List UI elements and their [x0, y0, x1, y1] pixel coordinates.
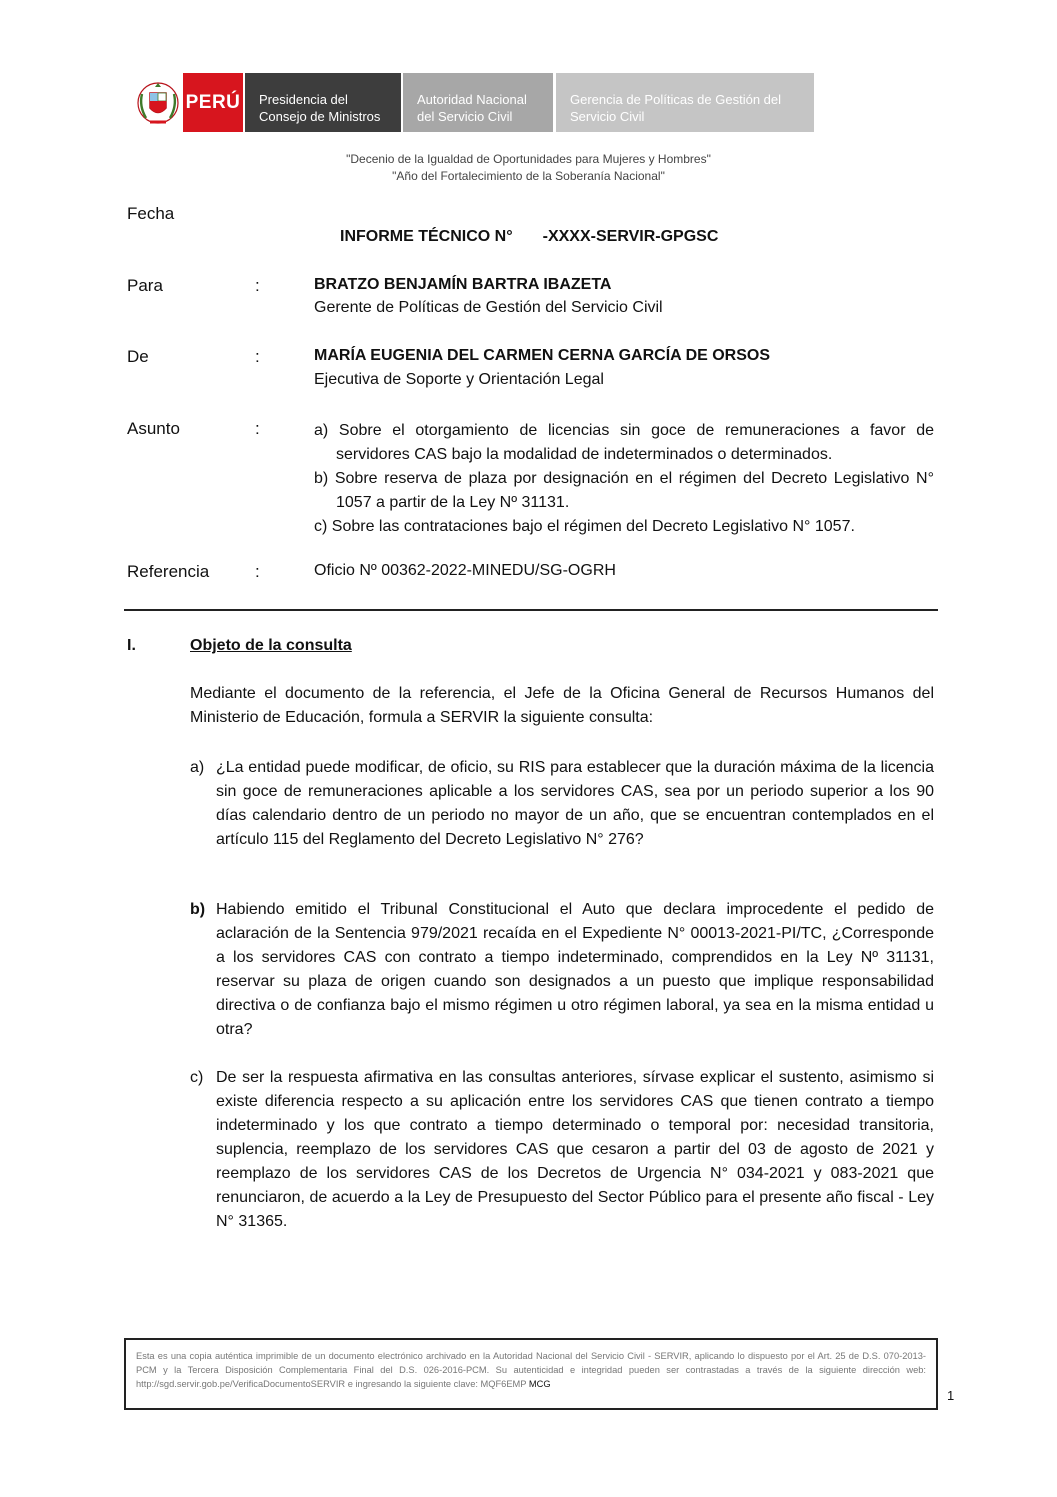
motto-line-1: "Decenio de la Igualdad de Oportunidades para Mujeres y Hombres": [346, 152, 711, 166]
report-title-right: -XXXX-SERVIR-GPGSC: [542, 228, 719, 245]
report-title: [340, 228, 718, 246]
header-box-presidencia: [245, 73, 401, 132]
de-colon: :: [255, 347, 260, 366]
peru-coat-of-arms-icon: [133, 73, 183, 132]
page-number: 1: [947, 1388, 955, 1403]
header-box-servir: [403, 73, 553, 132]
question-b-text: Habiendo emitido el Tribunal Constitucional el Auto que declara improcedente el pedido de aclaración de la Sentencia 979/2021 recaída en el Expediente N° 00013-2021-PI/TC, ¿Corresponde a los servidores CAS con contrato a tiempo indeterminado, comprendidos en la Ley Nº 31131, reservar su plaza de origen cuando son designados a un puesto que implique responsabilidad directiva o de confianza bajo el mismo régimen u otro régimen laboral, ya sea en la misma entidad u otra?: [216, 901, 934, 1038]
question-c: [190, 1066, 934, 1234]
question-c-text: De ser la respuesta afirmativa en las consultas anteriores, sírvase explicar el sustento, asimismo si existe diferencia respecto a su aplicación entre los servidores CAS que tienen contrato a tiempo indeterminado y los que contrato a tiempo determinado o temporal por: necesidad transitoria, suplencia, reemplazo de los servidores CAS que cesaron a partir del 03 de agosto de 2021 y reemplazo de los servidores CAS de los Decretos de Urgencia N° 034-2021 y 083-2021 que renunciaron, de acuerdo a la Ley de Presupuesto del Sector Público para el presente año fiscal - Ley N° 31365.: [216, 1069, 934, 1230]
para-role: Gerente de Políticas de Gestión del Servicio Civil: [314, 299, 663, 316]
de-role: Ejecutiva de Soporte y Orientación Legal: [314, 371, 604, 388]
referencia-colon: :: [255, 562, 260, 581]
question-b-letter: b): [190, 901, 206, 918]
asunto-list: [314, 419, 934, 539]
asunto-item-a: a) Sobre el otorgamiento de licencias sin goce de remuneraciones a favor de servidores CAS bajo la modalidad de indeterminados o determinados.: [314, 422, 934, 463]
motto-line-2: "Año del Fortalecimiento de la Soberanía Nacional": [392, 169, 665, 183]
header-box-servir-line2: del Servicio Civil: [417, 109, 513, 124]
section-title: Objeto de la consulta: [190, 637, 352, 654]
header-box-gerencia-line1: Gerencia de Políticas de Gestión del: [570, 92, 782, 107]
referencia-label: Referencia: [127, 562, 210, 581]
de-name: MARÍA EUGENIA DEL CARMEN CERNA GARCÍA DE ORSOS: [314, 347, 771, 364]
institution-header: [133, 73, 814, 132]
header-divider: [124, 609, 938, 611]
header-box-gerencia: [556, 73, 814, 132]
authenticity-footer-body: Esta es una copia auténtica imprimible de un documento electrónico archivado en la Autoridad Nacional del Servicio Civil - SERVIR, aplicando lo dispuesto por el Art. 25 de D.S. 070-2013-PCM y la Tercera Disposición Complementaria Final del D.S. 026-2016-PCM. Su autenticidad e integridad pueden ser contrastadas a través de la siguiente dirección web: http://sgd.servir.gob.pe/VerificaDocumentoSERVIR e ingresando la siguiente clave: MQF6EMP: [136, 1351, 926, 1389]
fecha-label: Fecha: [127, 204, 175, 223]
para-name: BRATZO BENJAMÍN BARTRA IBAZETA: [314, 276, 612, 293]
de-label: De: [127, 347, 149, 366]
header-box-gerencia-line2: Servicio Civil: [570, 109, 645, 124]
referencia-value: Oficio Nº 00362-2022-MINEDU/SG-OGRH: [314, 562, 616, 579]
section-intro: Mediante el documento de la referencia, el Jefe de la Oficina General de Recursos Humanos del Ministerio de Educación, formula a SERVIR la siguiente consulta:: [190, 685, 934, 726]
para-colon: :: [255, 276, 260, 295]
question-a-letter: a): [190, 759, 205, 776]
peru-brand-box: [183, 73, 243, 132]
report-title-left: INFORME TÉCNICO N°: [340, 228, 513, 245]
question-b: [190, 898, 934, 1042]
asunto-item-c: c) Sobre las contrataciones bajo el régimen del Decreto Legislativo N° 1057.: [314, 518, 855, 535]
para-label: Para: [127, 276, 163, 295]
question-a: [190, 756, 934, 852]
asunto-label: Asunto: [127, 419, 180, 438]
header-box-servir-line1: Autoridad Nacional: [417, 92, 527, 107]
peru-label: PERÚ: [185, 91, 241, 113]
section-number: I.: [127, 637, 136, 654]
asunto-colon: :: [255, 419, 260, 438]
question-c-letter: c): [190, 1069, 204, 1086]
header-box-presidencia-line1: Presidencia del: [259, 92, 348, 107]
header-box-presidencia-line2: Consejo de Ministros: [259, 109, 381, 124]
asunto-item-b: b) Sobre reserva de plaza por designación en el régimen del Decreto Legislativo N° 1057 a partir de la Ley Nº 31131.: [314, 470, 934, 511]
authenticity-footer: [124, 1338, 938, 1410]
authenticity-footer-text: [136, 1349, 926, 1391]
question-a-text: ¿La entidad puede modificar, de oficio, su RIS para establecer que la duración máxima de la licencia sin goce de remuneraciones aplicable a los servidores CAS, sea por un periodo superior a los 90 días calendario dentro de un periodo no mayor de un año, que se encuentran contemplados en el artículo 115 del Reglamento del Decreto Legislativo N° 276?: [216, 759, 934, 848]
footer-initials: MCG: [528, 1379, 551, 1389]
